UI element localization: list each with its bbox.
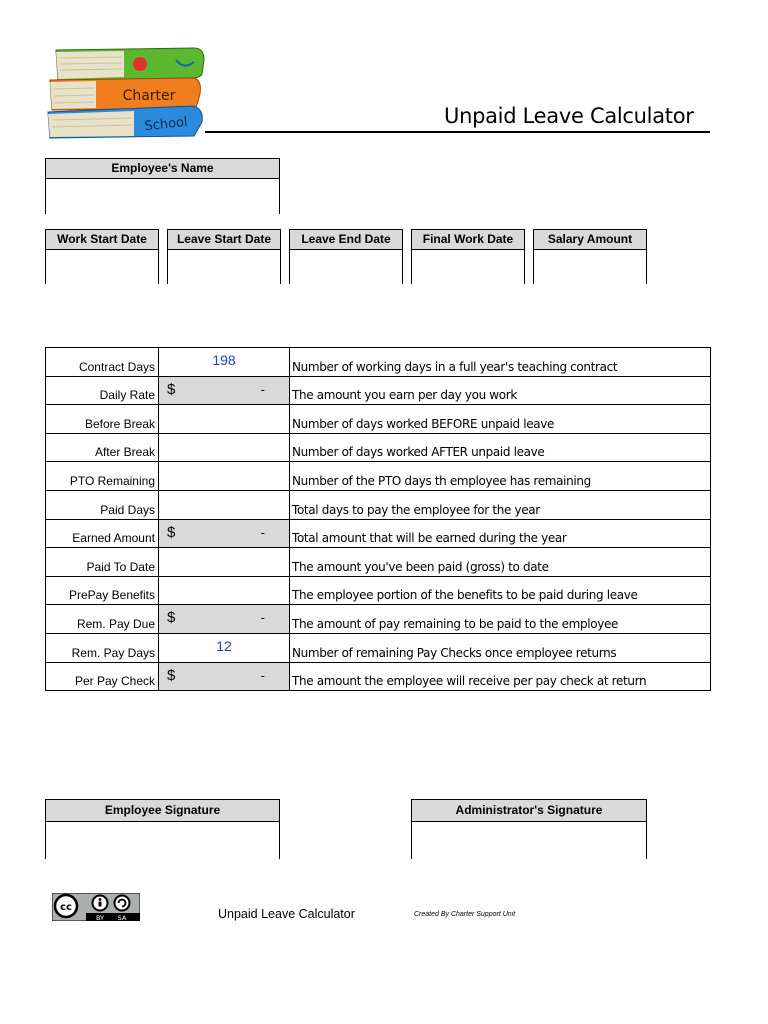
title-underline: [205, 131, 710, 133]
row-label: Per Pay Check: [46, 662, 159, 691]
table-row: [46, 605, 711, 634]
leave-end-date-input[interactable]: [290, 250, 402, 284]
table-row: [46, 462, 711, 491]
table-row: [46, 519, 711, 548]
row-label: Rem. Pay Due: [46, 605, 159, 634]
final-work-date-input[interactable]: [412, 250, 524, 284]
employee-name-input[interactable]: [46, 179, 279, 214]
amount-value: -: [260, 524, 265, 540]
paid-days-cell: [159, 490, 290, 519]
svg-text:cc: cc: [60, 902, 72, 913]
row-description: The amount of pay remaining to be paid to the employee: [290, 605, 711, 634]
row-label: After Break: [46, 433, 159, 462]
final-work-date-field: [411, 229, 525, 284]
row-description: Number of days worked BEFORE unpaid leave: [290, 405, 711, 434]
prepay-benefits-cell[interactable]: [159, 576, 290, 605]
row-description: Total amount that will be earned during the year: [290, 519, 711, 548]
row-label: Paid To Date: [46, 548, 159, 577]
row-label: Rem. Pay Days: [46, 633, 159, 662]
leave-end-date-field: [289, 229, 403, 284]
table-row: [46, 662, 711, 691]
row-description: Number of the PTO days th employee has remaining: [290, 462, 711, 491]
currency-symbol: $: [167, 609, 176, 627]
cc-by-label: BY: [95, 914, 105, 921]
salary-amount-input[interactable]: [534, 250, 646, 284]
paid-to-date-cell[interactable]: [159, 548, 290, 577]
table-row: [46, 348, 711, 377]
employee-name-label: Employee's Name: [46, 159, 279, 179]
table-row: [46, 548, 711, 577]
employee-signature-box[interactable]: [46, 822, 279, 859]
charter-school-logo: [44, 44, 206, 140]
per-pay-check-cell: [159, 662, 290, 691]
row-label: Before Break: [46, 405, 159, 434]
pto-remaining-cell[interactable]: [159, 462, 290, 491]
amount-value: -: [260, 610, 265, 626]
row-description: The amount the employee will receive per pay check at return: [290, 662, 711, 691]
currency-symbol: $: [167, 380, 176, 398]
row-description: The amount you've been paid (gross) to date: [290, 548, 711, 577]
admin-signature-box[interactable]: [412, 822, 646, 859]
footer-document-name: Unpaid Leave Calculator: [218, 907, 355, 921]
row-description: The employee portion of the benefits to be paid during leave: [290, 576, 711, 605]
row-description: The amount you earn per day you work: [290, 376, 711, 405]
row-label: PrePay Benefits: [46, 576, 159, 605]
after-break-cell[interactable]: [159, 433, 290, 462]
green-book-icon: [56, 48, 204, 80]
earned-amount-cell: [159, 519, 290, 548]
logo-text-charter: Charter: [122, 88, 176, 104]
table-row: [46, 633, 711, 662]
before-break-cell[interactable]: [159, 405, 290, 434]
amount-value: -: [260, 381, 265, 397]
row-description: Total days to pay the employee for the year: [290, 490, 711, 519]
employee-signature-label: Employee Signature: [46, 800, 279, 822]
leave-start-date-field: [167, 229, 281, 284]
footer-credit: Created By Charter Support Unit: [414, 911, 516, 918]
work-start-date-label: Work Start Date: [46, 230, 158, 250]
currency-symbol: $: [167, 666, 176, 684]
row-label: Contract Days: [46, 348, 159, 377]
contract-days-cell[interactable]: [159, 348, 290, 377]
admin-signature-label: Administrator's Signature: [412, 800, 646, 822]
table-row: [46, 433, 711, 462]
calculation-table: [45, 347, 711, 691]
rem-pay-days-cell[interactable]: [159, 633, 290, 662]
creative-commons-badge: [52, 893, 140, 921]
leave-end-date-label: Leave End Date: [290, 230, 402, 250]
employee-signature-field: [45, 799, 280, 859]
row-label: Earned Amount: [46, 519, 159, 548]
table-row: [46, 490, 711, 519]
work-start-date-field: [45, 229, 159, 284]
row-label: Daily Rate: [46, 376, 159, 405]
contract-days-value: 198: [212, 352, 236, 368]
rem-pay-days-value: 12: [216, 637, 232, 654]
salary-amount-label: Salary Amount: [534, 230, 646, 250]
table-row: [46, 576, 711, 605]
row-description: Number of working days in a full year's teaching contract: [290, 348, 711, 377]
amount-value: -: [260, 667, 265, 683]
leave-start-date-input[interactable]: [168, 250, 280, 284]
salary-amount-field: [533, 229, 647, 284]
cc-sa-label: SA: [117, 914, 127, 921]
row-description: Number of remaining Pay Checks once employee returns: [290, 633, 711, 662]
row-label: PTO Remaining: [46, 462, 159, 491]
leave-start-date-label: Leave Start Date: [168, 230, 280, 250]
row-description: Number of days worked AFTER unpaid leave: [290, 433, 711, 462]
share-alike-icon: [115, 896, 130, 911]
currency-symbol: $: [167, 523, 176, 541]
daily-rate-cell: [159, 376, 290, 405]
logo-text-school: School: [143, 114, 189, 135]
table-row: [46, 405, 711, 434]
page-title: Unpaid Leave Calculator: [444, 104, 694, 128]
row-label: Paid Days: [46, 490, 159, 519]
admin-signature-field: [411, 799, 647, 859]
employee-name-field: [45, 158, 280, 214]
table-row: [46, 376, 711, 405]
rem-pay-due-cell: [159, 605, 290, 634]
final-work-date-label: Final Work Date: [412, 230, 524, 250]
work-start-date-input[interactable]: [46, 250, 158, 284]
